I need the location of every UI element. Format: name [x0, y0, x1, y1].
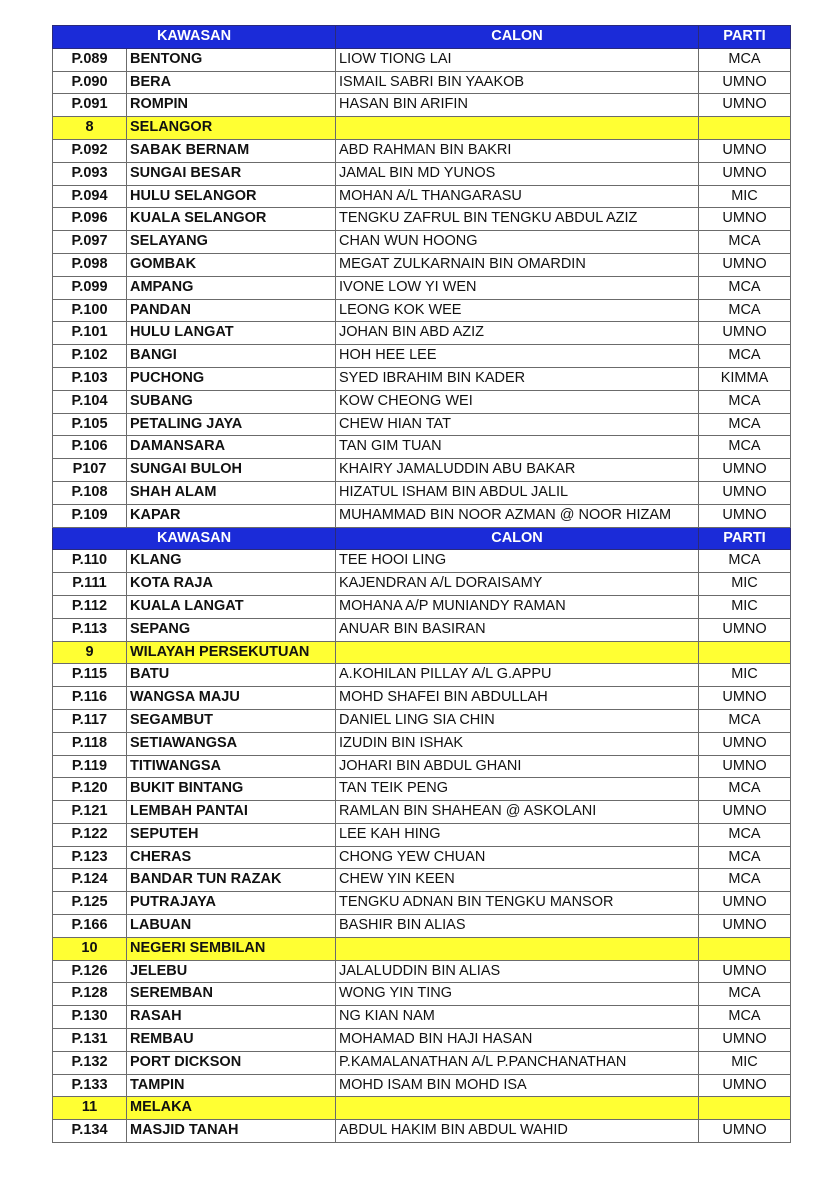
constituency-name: BANGI [127, 345, 336, 368]
constituency-name: HULU SELANGOR [127, 185, 336, 208]
constituency-name: BATU [127, 664, 336, 687]
candidate-name: A.KOHILAN PILLAY A/L G.APPU [336, 664, 699, 687]
constituency-code: P.108 [53, 481, 127, 504]
party-name: MCA [699, 846, 791, 869]
table-row [53, 960, 791, 983]
party-name: UMNO [699, 618, 791, 641]
table-row [53, 846, 791, 869]
table-row [53, 801, 791, 824]
party-name: UMNO [699, 504, 791, 527]
constituency-code: P.089 [53, 48, 127, 71]
constituency-code: P.100 [53, 299, 127, 322]
constituency-name: JELEBU [127, 960, 336, 983]
constituency-name: HULU LANGAT [127, 322, 336, 345]
constituency-name: SEPANG [127, 618, 336, 641]
constituency-code: P107 [53, 459, 127, 482]
constituency-name: TITIWANGSA [127, 755, 336, 778]
party-name: MIC [699, 185, 791, 208]
state-name: WILAYAH PERSEKUTUAN [127, 641, 336, 664]
state-name: NEGERI SEMBILAN [127, 937, 336, 960]
table-row [53, 1120, 791, 1143]
party-name: UMNO [699, 755, 791, 778]
state-empty-cell [336, 937, 699, 960]
candidate-name: TAN GIM TUAN [336, 436, 699, 459]
constituency-name: KAPAR [127, 504, 336, 527]
party-name: UMNO [699, 1074, 791, 1097]
constituency-code: P.120 [53, 778, 127, 801]
state-empty-cell [699, 641, 791, 664]
table-row [53, 1051, 791, 1074]
constituency-code: P.133 [53, 1074, 127, 1097]
state-empty-cell [699, 937, 791, 960]
table-row [53, 504, 791, 527]
header-parti: PARTI [699, 527, 791, 550]
table-row [53, 436, 791, 459]
table-row [53, 345, 791, 368]
constituency-code: P.132 [53, 1051, 127, 1074]
candidate-table [52, 25, 791, 1143]
candidate-name: JALALUDDIN BIN ALIAS [336, 960, 699, 983]
constituency-name: BUKIT BINTANG [127, 778, 336, 801]
party-name: UMNO [699, 162, 791, 185]
party-name: UMNO [699, 687, 791, 710]
party-name: MCA [699, 413, 791, 436]
constituency-name: REMBAU [127, 1029, 336, 1052]
party-name: MCA [699, 436, 791, 459]
constituency-code: P.099 [53, 276, 127, 299]
constituency-code: P.097 [53, 231, 127, 254]
party-name: MCA [699, 276, 791, 299]
table-row [53, 732, 791, 755]
candidate-name: CHEW YIN KEEN [336, 869, 699, 892]
table-row [53, 664, 791, 687]
constituency-code: P.090 [53, 71, 127, 94]
state-number: 11 [53, 1097, 127, 1120]
candidate-name: HOH HEE LEE [336, 345, 699, 368]
candidate-name: MOHD ISAM BIN MOHD ISA [336, 1074, 699, 1097]
candidate-name: LIOW TIONG LAI [336, 48, 699, 71]
constituency-code: P.117 [53, 709, 127, 732]
candidate-name: HIZATUL ISHAM BIN ABDUL JALIL [336, 481, 699, 504]
table-row [53, 253, 791, 276]
table-row [53, 367, 791, 390]
table-row [53, 390, 791, 413]
state-name: MELAKA [127, 1097, 336, 1120]
header-calon: CALON [336, 26, 699, 49]
constituency-name: SABAK BERNAM [127, 139, 336, 162]
table-row [53, 1006, 791, 1029]
constituency-name: SETIAWANGSA [127, 732, 336, 755]
candidate-name: JAMAL BIN MD YUNOS [336, 162, 699, 185]
table-row [53, 48, 791, 71]
table-row [53, 71, 791, 94]
candidate-name: JOHARI BIN ABDUL GHANI [336, 755, 699, 778]
table-row [53, 550, 791, 573]
table-row [53, 892, 791, 915]
candidate-name: TEE HOOI LING [336, 550, 699, 573]
constituency-code: P.111 [53, 573, 127, 596]
constituency-name: SEREMBAN [127, 983, 336, 1006]
party-name: MCA [699, 983, 791, 1006]
table-row [53, 823, 791, 846]
state-number: 8 [53, 117, 127, 140]
candidate-name: CHEW HIAN TAT [336, 413, 699, 436]
candidate-name: MOHAN A/L THANGARASU [336, 185, 699, 208]
constituency-name: KUALA LANGAT [127, 595, 336, 618]
table-row [53, 709, 791, 732]
constituency-name: BANDAR TUN RAZAK [127, 869, 336, 892]
table-row [53, 322, 791, 345]
constituency-code: P.121 [53, 801, 127, 824]
constituency-name: SUNGAI BULOH [127, 459, 336, 482]
constituency-code: P.094 [53, 185, 127, 208]
table-row [53, 687, 791, 710]
party-name: UMNO [699, 71, 791, 94]
candidate-name: MOHD SHAFEI BIN ABDULLAH [336, 687, 699, 710]
party-name: UMNO [699, 481, 791, 504]
candidate-name: IZUDIN BIN ISHAK [336, 732, 699, 755]
state-number: 10 [53, 937, 127, 960]
constituency-code: P.115 [53, 664, 127, 687]
candidate-name: KAJENDRAN A/L DORAISAMY [336, 573, 699, 596]
party-name: MIC [699, 573, 791, 596]
constituency-code: P.110 [53, 550, 127, 573]
header-kawasan: KAWASAN [53, 26, 336, 49]
candidate-name: MOHANA A/P MUNIANDY RAMAN [336, 595, 699, 618]
table-row [53, 573, 791, 596]
candidate-name: LEE KAH HING [336, 823, 699, 846]
party-name: UMNO [699, 459, 791, 482]
table-row [53, 139, 791, 162]
candidate-name: WONG YIN TING [336, 983, 699, 1006]
constituency-code: P.130 [53, 1006, 127, 1029]
party-name: MCA [699, 1006, 791, 1029]
constituency-name: PUCHONG [127, 367, 336, 390]
constituency-name: DAMANSARA [127, 436, 336, 459]
constituency-name: BERA [127, 71, 336, 94]
candidate-name: ABDUL HAKIM BIN ABDUL WAHID [336, 1120, 699, 1143]
party-name: MCA [699, 709, 791, 732]
constituency-name: LABUAN [127, 915, 336, 938]
party-name: MCA [699, 48, 791, 71]
table-row [53, 778, 791, 801]
party-name: KIMMA [699, 367, 791, 390]
state-row [53, 937, 791, 960]
state-row [53, 641, 791, 664]
candidate-name: ISMAIL SABRI BIN YAAKOB [336, 71, 699, 94]
constituency-code: P.106 [53, 436, 127, 459]
state-row [53, 117, 791, 140]
party-name: MIC [699, 595, 791, 618]
constituency-name: SEGAMBUT [127, 709, 336, 732]
party-name: MCA [699, 778, 791, 801]
table-row [53, 869, 791, 892]
constituency-name: SELAYANG [127, 231, 336, 254]
candidate-name: BASHIR BIN ALIAS [336, 915, 699, 938]
party-name: UMNO [699, 139, 791, 162]
table-row [53, 276, 791, 299]
party-name: UMNO [699, 94, 791, 117]
table-row [53, 459, 791, 482]
constituency-name: SHAH ALAM [127, 481, 336, 504]
party-name: MIC [699, 664, 791, 687]
table-row [53, 618, 791, 641]
constituency-code: P.166 [53, 915, 127, 938]
candidate-name: CHAN WUN HOONG [336, 231, 699, 254]
constituency-code: P.113 [53, 618, 127, 641]
constituency-name: KLANG [127, 550, 336, 573]
state-number: 9 [53, 641, 127, 664]
table-row [53, 299, 791, 322]
constituency-code: P.093 [53, 162, 127, 185]
table-row [53, 983, 791, 1006]
constituency-name: BENTONG [127, 48, 336, 71]
constituency-code: P.104 [53, 390, 127, 413]
party-name: MCA [699, 550, 791, 573]
table-row [53, 481, 791, 504]
candidate-name: KOW CHEONG WEI [336, 390, 699, 413]
constituency-name: RASAH [127, 1006, 336, 1029]
constituency-code: P.102 [53, 345, 127, 368]
party-name: UMNO [699, 960, 791, 983]
candidate-name: MOHAMAD BIN HAJI HASAN [336, 1029, 699, 1052]
party-name: MCA [699, 390, 791, 413]
constituency-code: P.125 [53, 892, 127, 915]
constituency-code: P.092 [53, 139, 127, 162]
constituency-name: CHERAS [127, 846, 336, 869]
state-name: SELANGOR [127, 117, 336, 140]
candidate-name: SYED IBRAHIM BIN KADER [336, 367, 699, 390]
header-parti: PARTI [699, 26, 791, 49]
constituency-code: P.109 [53, 504, 127, 527]
constituency-code: P.096 [53, 208, 127, 231]
constituency-code: P.091 [53, 94, 127, 117]
candidate-name: ANUAR BIN BASIRAN [336, 618, 699, 641]
state-row [53, 1097, 791, 1120]
table-row [53, 1029, 791, 1052]
candidate-name: JOHAN BIN ABD AZIZ [336, 322, 699, 345]
constituency-code: P.116 [53, 687, 127, 710]
state-empty-cell [699, 1097, 791, 1120]
candidate-name: LEONG KOK WEE [336, 299, 699, 322]
state-empty-cell [336, 641, 699, 664]
party-name: MIC [699, 1051, 791, 1074]
constituency-name: GOMBAK [127, 253, 336, 276]
constituency-code: P.126 [53, 960, 127, 983]
candidate-name: TENGKU ADNAN BIN TENGKU MANSOR [336, 892, 699, 915]
table-header-row [53, 26, 791, 49]
constituency-code: P.124 [53, 869, 127, 892]
party-name: UMNO [699, 1029, 791, 1052]
table-row [53, 231, 791, 254]
candidate-name: P.KAMALANATHAN A/L P.PANCHANATHAN [336, 1051, 699, 1074]
constituency-name: PORT DICKSON [127, 1051, 336, 1074]
constituency-code: P.122 [53, 823, 127, 846]
table-row [53, 413, 791, 436]
header-calon: CALON [336, 527, 699, 550]
party-name: MCA [699, 299, 791, 322]
constituency-name: KUALA SELANGOR [127, 208, 336, 231]
candidate-name: HASAN BIN ARIFIN [336, 94, 699, 117]
constituency-code: P.134 [53, 1120, 127, 1143]
table-row [53, 1074, 791, 1097]
constituency-code: P.101 [53, 322, 127, 345]
candidate-name: MUHAMMAD BIN NOOR AZMAN @ NOOR HIZAM [336, 504, 699, 527]
constituency-code: P.123 [53, 846, 127, 869]
party-name: UMNO [699, 322, 791, 345]
table-row [53, 185, 791, 208]
constituency-name: TAMPIN [127, 1074, 336, 1097]
table-header-row [53, 527, 791, 550]
constituency-name: MASJID TANAH [127, 1120, 336, 1143]
constituency-code: P.103 [53, 367, 127, 390]
party-name: UMNO [699, 732, 791, 755]
party-name: UMNO [699, 801, 791, 824]
party-name: UMNO [699, 253, 791, 276]
constituency-code: P.098 [53, 253, 127, 276]
table-row [53, 755, 791, 778]
party-name: UMNO [699, 915, 791, 938]
party-name: MCA [699, 231, 791, 254]
candidate-name: KHAIRY JAMALUDDIN ABU BAKAR [336, 459, 699, 482]
constituency-name: LEMBAH PANTAI [127, 801, 336, 824]
header-kawasan: KAWASAN [53, 527, 336, 550]
constituency-name: SEPUTEH [127, 823, 336, 846]
candidate-name: IVONE LOW YI WEN [336, 276, 699, 299]
party-name: UMNO [699, 1120, 791, 1143]
state-empty-cell [336, 117, 699, 140]
party-name: MCA [699, 869, 791, 892]
constituency-name: ROMPIN [127, 94, 336, 117]
candidate-name: CHONG YEW CHUAN [336, 846, 699, 869]
constituency-name: PANDAN [127, 299, 336, 322]
constituency-name: AMPANG [127, 276, 336, 299]
candidate-name: DANIEL LING SIA CHIN [336, 709, 699, 732]
party-name: MCA [699, 823, 791, 846]
constituency-code: P.105 [53, 413, 127, 436]
constituency-code: P.128 [53, 983, 127, 1006]
table-row [53, 162, 791, 185]
constituency-name: WANGSA MAJU [127, 687, 336, 710]
table-row [53, 915, 791, 938]
constituency-code: P.131 [53, 1029, 127, 1052]
candidate-name: ABD RAHMAN BIN BAKRI [336, 139, 699, 162]
party-name: MCA [699, 345, 791, 368]
constituency-name: PUTRAJAYA [127, 892, 336, 915]
candidate-name: TENGKU ZAFRUL BIN TENGKU ABDUL AZIZ [336, 208, 699, 231]
table-row [53, 208, 791, 231]
candidate-name: NG KIAN NAM [336, 1006, 699, 1029]
constituency-code: P.112 [53, 595, 127, 618]
candidate-name: RAMLAN BIN SHAHEAN @ ASKOLANI [336, 801, 699, 824]
constituency-name: KOTA RAJA [127, 573, 336, 596]
party-name: UMNO [699, 892, 791, 915]
constituency-name: PETALING JAYA [127, 413, 336, 436]
table-row [53, 595, 791, 618]
state-empty-cell [699, 117, 791, 140]
state-empty-cell [336, 1097, 699, 1120]
candidate-name: TAN TEIK PENG [336, 778, 699, 801]
constituency-name: SUBANG [127, 390, 336, 413]
constituency-name: SUNGAI BESAR [127, 162, 336, 185]
constituency-code: P.118 [53, 732, 127, 755]
table-row [53, 94, 791, 117]
party-name: UMNO [699, 208, 791, 231]
constituency-code: P.119 [53, 755, 127, 778]
candidate-name: MEGAT ZULKARNAIN BIN OMARDIN [336, 253, 699, 276]
